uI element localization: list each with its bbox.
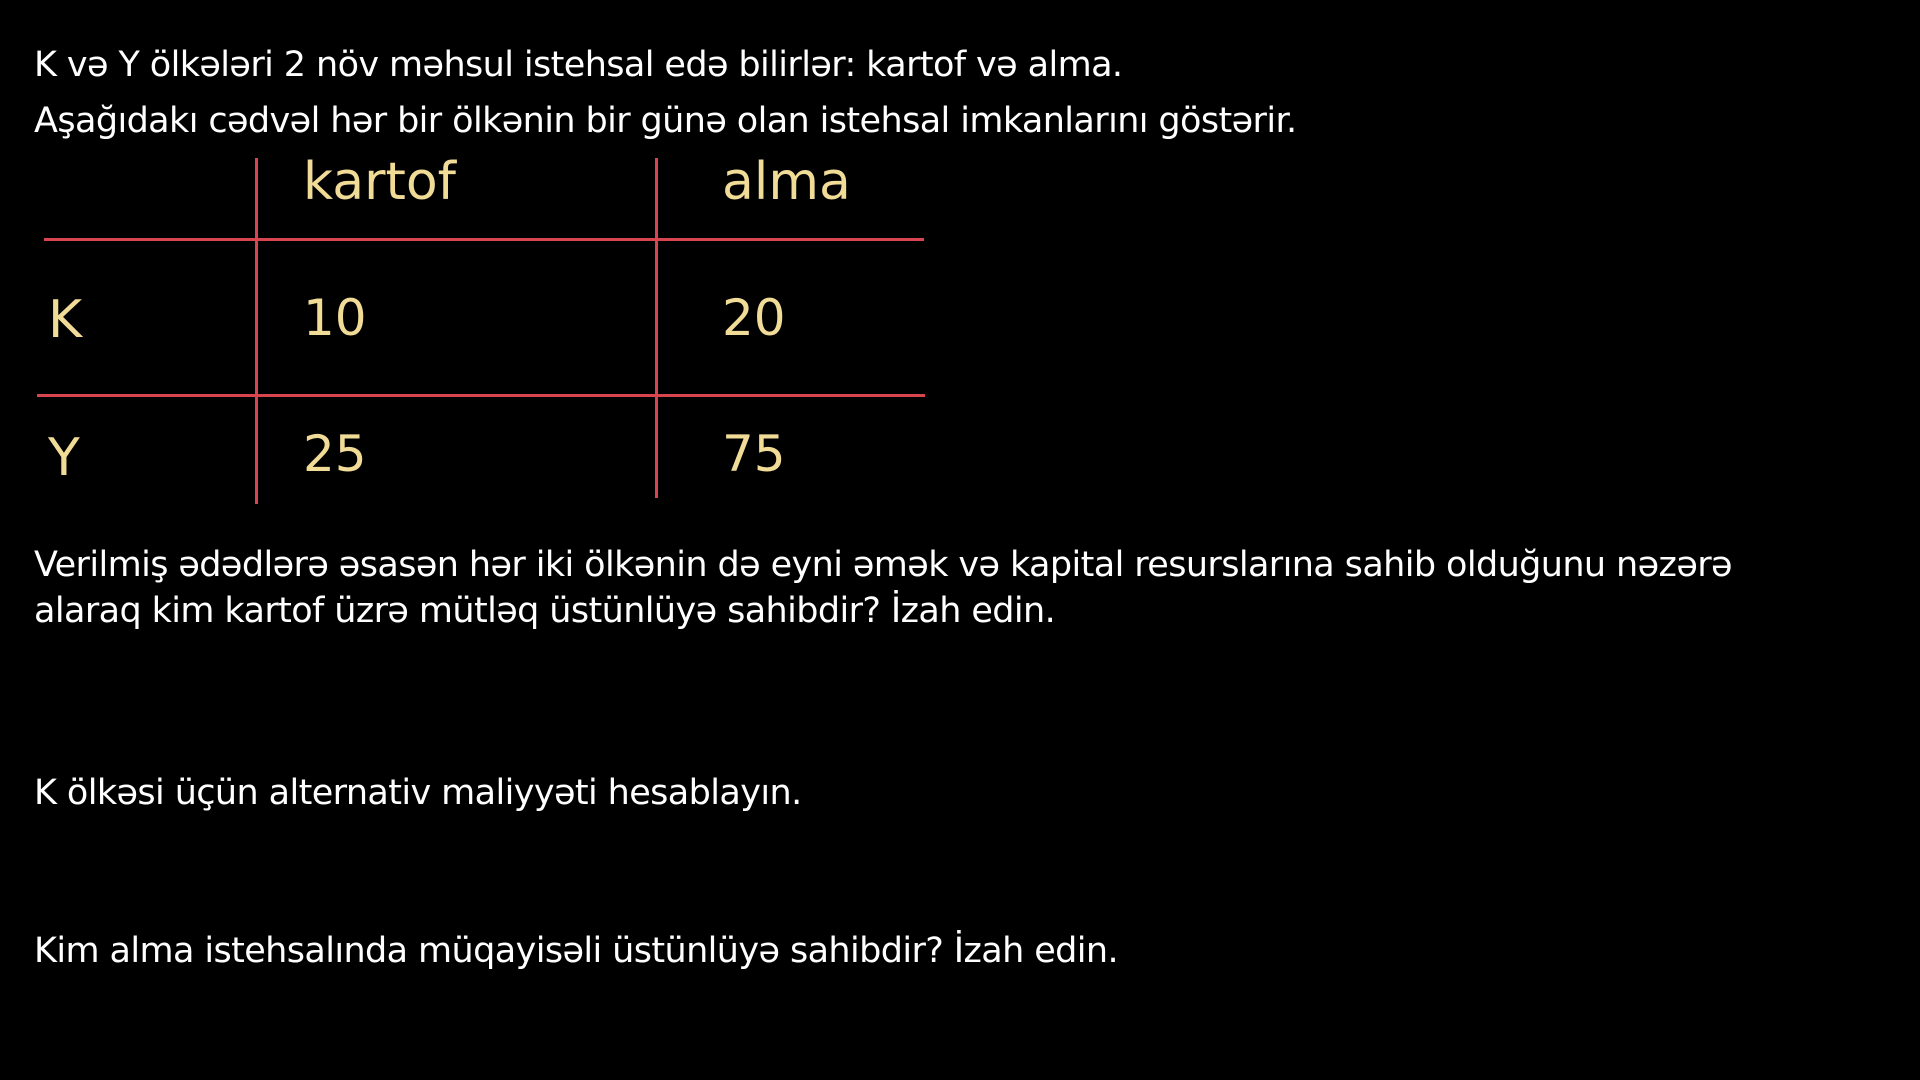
table-cell-y-kartof: 25 [303,425,367,483]
question-3: Kim alma istehsalında müqayisəli üstünlüyə sahibdir? İzah edin. [34,931,1119,971]
table-cell-k-alma: 20 [722,289,786,347]
table-col-divider-1 [255,158,258,504]
table-header-divider [44,238,924,241]
table-cell-y-alma: 75 [722,425,786,483]
table-row-label-k: K [48,290,83,350]
question-1-line-1: Verilmiş ədədlərə əsasən hər iki ölkənin də eyni əmək və kapital resurslarına sahib olduğunu nəzərə [34,545,1732,585]
table-header-alma: alma [722,152,851,212]
table-row-label-y: Y [48,428,80,488]
intro-line-2: Aşağıdakı cədvəl hər bir ölkənin bir günə olan istehsal imkanlarını göstərir. [34,101,1297,141]
table-cell-k-kartof: 10 [303,289,367,347]
table-col-divider-2 [655,158,658,498]
question-2: K ölkəsi üçün alternativ maliyyəti hesablayın. [34,773,802,813]
table-row-divider [37,394,925,397]
question-1-line-2: alaraq kim kartof üzrə mütləq üstünlüyə sahibdir? İzah edin. [34,591,1056,631]
intro-line-1: K və Y ölkələri 2 növ məhsul istehsal edə bilirlər: kartof və alma. [34,45,1123,85]
table-header-kartof: kartof [303,152,456,212]
production-table [0,0,940,510]
